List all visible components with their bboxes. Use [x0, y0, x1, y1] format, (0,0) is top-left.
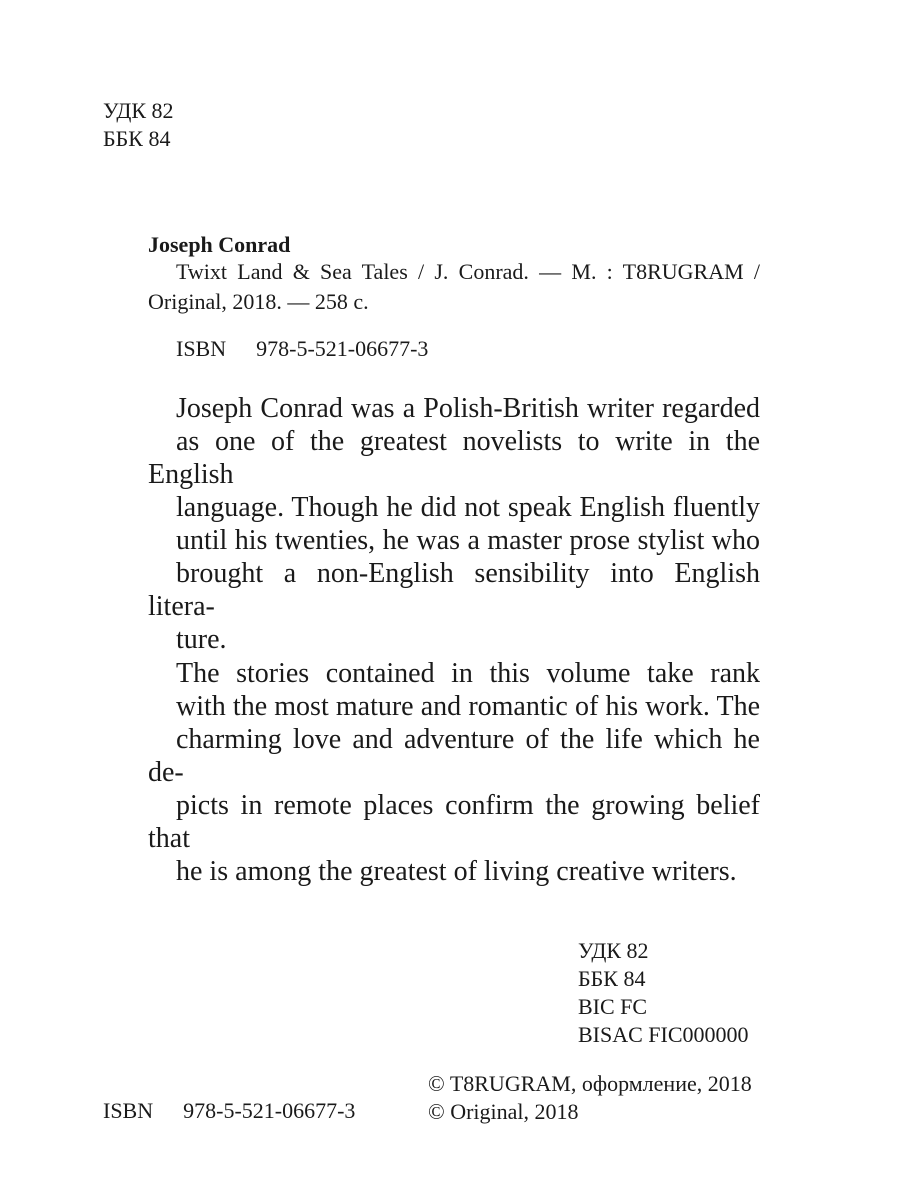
annotation-line: brought a non-English sensibility into English litera- [148, 558, 760, 622]
bibliographic-line-1: Twixt Land & Sea Tales / J. Conrad. — M. : T8RUGRAM / [176, 259, 760, 284]
udk-code: УДК 82 [578, 938, 649, 963]
isbn-value: 978-5-521-06677-3 [256, 336, 429, 361]
isbn-bottom [103, 1098, 355, 1124]
bbk-code-top: ББК 84 [103, 126, 171, 151]
annotation-line: as one of the greatest novelists to write in the English [148, 426, 760, 490]
annotation-line: The stories contained in this volume take rank [176, 658, 760, 689]
annotation-line: charming love and adventure of the life which he de- [148, 724, 760, 788]
classification-codes [578, 937, 749, 1049]
bibliographic-record [148, 257, 760, 317]
bic-code: BIC FC [578, 994, 648, 1019]
bbk-code: ББК 84 [578, 966, 646, 991]
annotation-line: language. Though he did not speak English fluently [176, 492, 760, 523]
annotation-line: ture. [176, 624, 227, 655]
copyright-line-1: © T8RUGRAM, оформление, 2018 [428, 1071, 752, 1096]
bibliographic-line-2: Original, 2018. — 258 с. [148, 289, 369, 314]
annotation-line: picts in remote places confirm the growing belief that [148, 790, 760, 854]
annotation-line: with the most mature and romantic of his work. The [176, 691, 760, 722]
isbn-top [176, 336, 428, 362]
isbn-label: ISBN [176, 336, 227, 361]
annotation-paragraph-1 [148, 392, 760, 656]
isbn-label: ISBN [103, 1098, 154, 1123]
author-name: Joseph Conrad [148, 232, 291, 257]
annotation [148, 392, 760, 889]
annotation-line: he is among the greatest of living creative writers. [176, 856, 737, 887]
copyright-notice [428, 1070, 752, 1126]
udk-code-top: УДК 82 [103, 98, 174, 123]
annotation-line: until his twenties, he was a master prose stylist who [176, 525, 760, 556]
annotation-paragraph-2 [148, 657, 760, 888]
isbn-value: 978-5-521-06677-3 [183, 1098, 356, 1123]
bisac-code: BISAC FIC000000 [578, 1022, 749, 1047]
annotation-line: Joseph Conrad was a Polish-British writer regarded [176, 393, 760, 424]
copyright-line-2: © Original, 2018 [428, 1099, 579, 1124]
